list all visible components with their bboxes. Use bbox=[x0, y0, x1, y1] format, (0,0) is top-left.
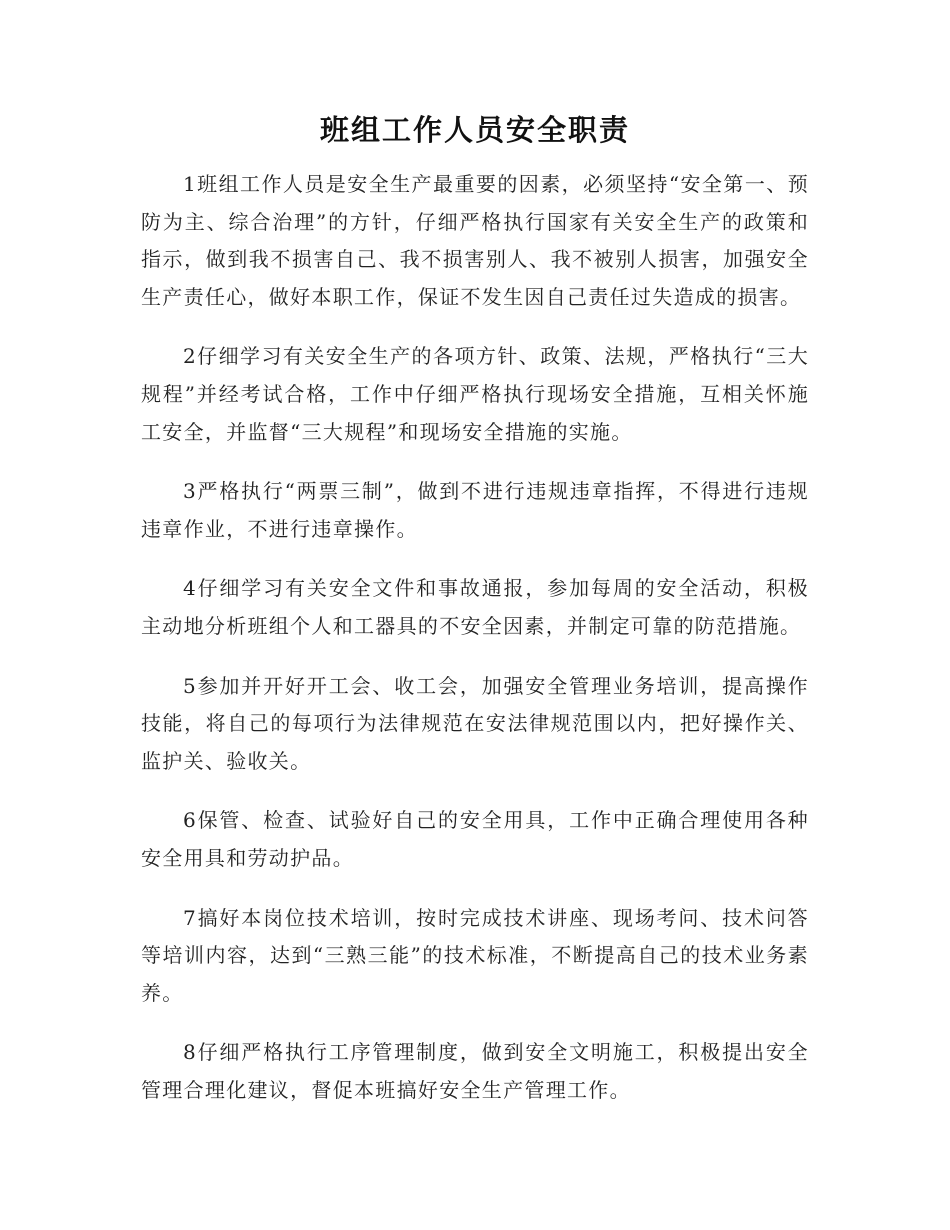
paragraph-2: 2仔细学习有关安全生产的各项方针、政策、法规，严格执行“三大规程”并经考试合格，工作中仔细严格执行现场安全措施，互相关怀施工安全，并监督“三大规程”和现场安全措施的实施。 bbox=[141, 344, 809, 444]
document-body bbox=[141, 166, 809, 1109]
paragraph-5: 5参加并开好开工会、收工会，加强安全管理业务培训，提高操作技能，将自己的每项行为法律规范在安法律规范围以内，把好操作关、监护关、验收关。 bbox=[141, 673, 809, 773]
paragraph-6: 6保管、检查、试验好自己的安全用具，工作中正确合理使用各种安全用具和劳动护品。 bbox=[141, 808, 809, 870]
paragraph-3: 3严格执行“两票三制”，做到不进行违规违章指挥，不得进行违规违章作业，不进行违章操作。 bbox=[141, 479, 809, 541]
paragraph-1: 1班组工作人员是安全生产最重要的因素，必须坚持“安全第一、预防为主、综合治理”的方针，仔细严格执行国家有关安全生产的政策和指示，做到我不损害自己、我不损害别人、我不被别人损害，加强安全生产责任心，做好本职工作，保证不发生因自己责任过失造成的损害。 bbox=[141, 172, 809, 309]
paragraph-7: 7搞好本岗位技术培训，按时完成技术讲座、现场考问、技术问答等培训内容，达到“三熟三能”的技术标准，不断提高自己的技术业务素养。 bbox=[141, 905, 809, 1005]
paragraph-4: 4仔细学习有关安全文件和事故通报，参加每周的安全活动，积极主动地分析班组个人和工器具的不安全因素，并制定可靠的防范措施。 bbox=[141, 576, 809, 638]
paragraph-8: 8仔细严格执行工序管理制度，做到安全文明施工，积极提出安全管理合理化建议，督促本班搞好安全生产管理工作。 bbox=[141, 1040, 809, 1102]
document-title: 班组工作人员安全职责 bbox=[319, 113, 630, 147]
